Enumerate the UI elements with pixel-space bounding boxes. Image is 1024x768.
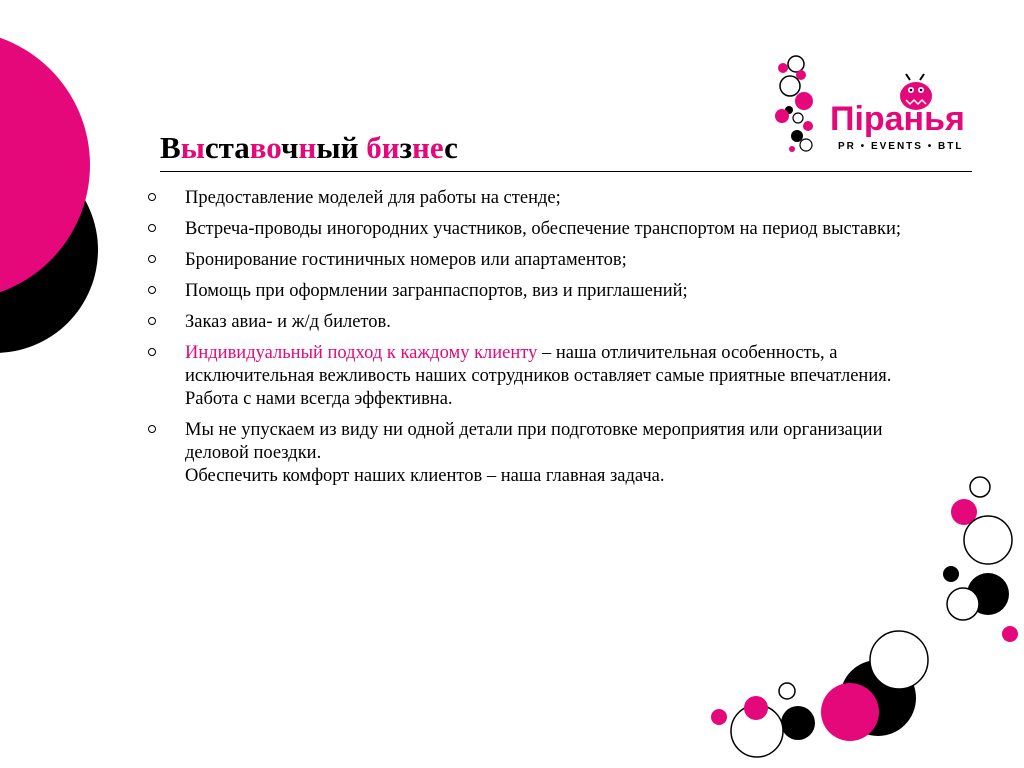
circle-bullet-icon xyxy=(148,255,156,263)
title-part: В xyxy=(160,130,181,165)
circle-bullet-icon xyxy=(148,193,156,201)
bullet-text: Заказ авиа- и ж/д билетов. xyxy=(185,312,391,332)
title-underline xyxy=(160,171,972,172)
deco-circle xyxy=(744,696,768,720)
deco-circle xyxy=(870,631,928,689)
title-part: ста xyxy=(204,130,250,165)
bullet-text: Обеспечить комфорт наших клиентов – наша главная задача. xyxy=(185,466,665,486)
title-part: во xyxy=(249,130,282,165)
bullet-text: Бронирование гостиничных номеров или апартаментов; xyxy=(185,250,627,270)
circle-bullet-icon xyxy=(148,286,156,294)
title-part: н xyxy=(412,130,430,165)
circle-bullet-icon xyxy=(148,348,156,356)
bullet-highlight-text: Индивидуальный подход к каждому клиенту xyxy=(185,343,538,363)
title-part: з xyxy=(399,130,413,165)
deco-circle xyxy=(964,516,1012,564)
list-item xyxy=(145,218,935,241)
deco-circle xyxy=(970,477,990,497)
title-part: ы xyxy=(180,130,205,165)
title-part: ый xyxy=(316,130,367,165)
list-item xyxy=(145,187,935,210)
list-item xyxy=(145,419,935,488)
circle-bullet-icon xyxy=(148,317,156,325)
deco-circle xyxy=(781,706,815,740)
list-item xyxy=(145,342,935,411)
list-item xyxy=(145,311,935,334)
bullet-text: Помощь при оформлении загранпаспортов, виз и приглашений; xyxy=(185,281,688,301)
circle-bullet-icon xyxy=(148,224,156,232)
bullet-text: Мы не упускаем из виду ни одной детали при подготовке мероприятия или организации деловой поездки. xyxy=(185,420,883,463)
title-part: би xyxy=(366,130,400,165)
bullet-text: Предоставление моделей для работы на стенде; xyxy=(185,188,561,208)
slide-title xyxy=(160,130,458,166)
title-part: ч xyxy=(281,130,299,165)
bullet-list xyxy=(145,187,935,496)
deco-circle xyxy=(1002,626,1018,642)
logo-tagline: PR • EVENTS • BTL xyxy=(838,141,964,152)
deco-circle xyxy=(779,683,795,699)
circle-bullet-icon xyxy=(148,425,156,433)
list-item xyxy=(145,249,935,272)
deco-circle xyxy=(711,709,727,725)
title-part: е xyxy=(429,130,445,165)
list-item xyxy=(145,280,935,303)
bullet-text: – наша отличительная особенность, а исключительная вежливость наших сотрудников оставляет самые приятные впечатления. Работа с нами всегда эффективна. xyxy=(185,343,892,409)
deco-circle xyxy=(947,588,979,620)
bullet-text: Встреча-проводы иногородних участников, обеспечение транспортом на период выставки; xyxy=(185,219,901,239)
deco-circle xyxy=(943,566,959,582)
title-part: н xyxy=(298,130,317,165)
title-part: с xyxy=(444,130,458,165)
deco-circle xyxy=(821,683,879,741)
logo-wordmark: Піранья xyxy=(830,100,965,138)
